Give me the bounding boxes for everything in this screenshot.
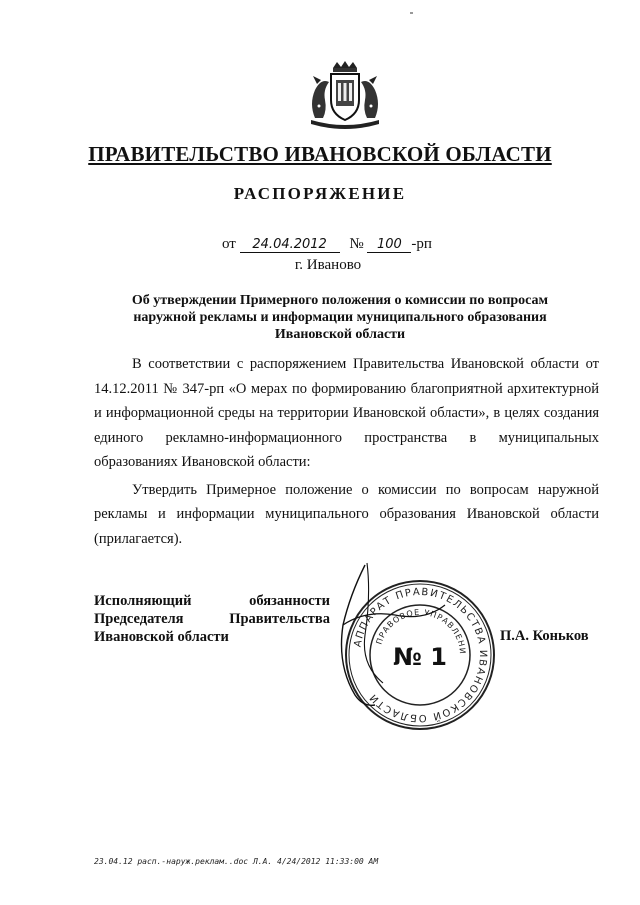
document-type: РАСПОРЯЖЕНИЕ xyxy=(233,184,407,203)
svg-text:АППАРАТ ПРАВИТЕЛЬСТВА ИВАНОВСК: АППАРАТ ПРАВИТЕЛЬСТВА ИВАНОВСКОЙ ОБЛАСТИ xyxy=(352,586,489,724)
city: г. Иваново xyxy=(294,257,362,273)
title-line: Об утверждении Примерного положения о комиссии по вопросам xyxy=(131,293,549,308)
position-word: Правительства xyxy=(229,611,330,627)
signer-name: П.А. Коньков xyxy=(500,628,589,644)
scan-speck xyxy=(410,12,413,14)
body-paragraph: В соответствии с распоряжением Правительства Ивановской области от 14.12.2011 № 347-рп «О мерах по формированию благоприятной архитектурной и информационной среды на территории Ивановской области», в целях создания единого рекламно-информационного пространства в муниципальных образованиях Ивановской области: xyxy=(94,356,599,470)
coat-of-arms-icon xyxy=(303,60,387,130)
position-word: Исполняющий xyxy=(94,593,192,609)
file-footer: 23.04.12 расп.-наруж.реклам..doc Л.А. 4/24/2012 11:33:00 AM xyxy=(94,857,379,866)
position-word: Ивановской области xyxy=(94,629,229,645)
title-line: наружной рекламы и информации муниципального образования xyxy=(133,310,547,325)
date-prefix: от xyxy=(222,236,236,252)
number-sign: № xyxy=(349,236,364,252)
document-title xyxy=(100,292,580,343)
signatory-position xyxy=(94,592,330,646)
document-body xyxy=(94,352,599,551)
position-word: Председателя xyxy=(94,611,184,627)
government-heading: ПРАВИТЕЛЬСТВО ИВАНОВСКОЙ ОБЛАСТИ xyxy=(88,142,552,166)
title-line: Ивановской области xyxy=(274,327,406,342)
date-number-line xyxy=(222,236,432,253)
number-suffix: -рп xyxy=(411,236,432,252)
official-stamp xyxy=(325,555,515,750)
position-word: обязанности xyxy=(249,593,330,609)
handwritten-date: 24.04.2012 xyxy=(240,238,340,253)
svg-text:№ 1: № 1 xyxy=(393,643,447,671)
svg-text:ПРАВОВОЕ УПРАВЛЕНИЕ: ПРАВОВОЕ УПРАВЛЕНИ xyxy=(374,607,468,656)
body-paragraph: Утвердить Примерное положение о комиссии по вопросам наружной рекламы и информации муниципального образования Ивановской области (прилагается). xyxy=(94,481,599,547)
handwritten-number: 100 xyxy=(367,238,411,253)
